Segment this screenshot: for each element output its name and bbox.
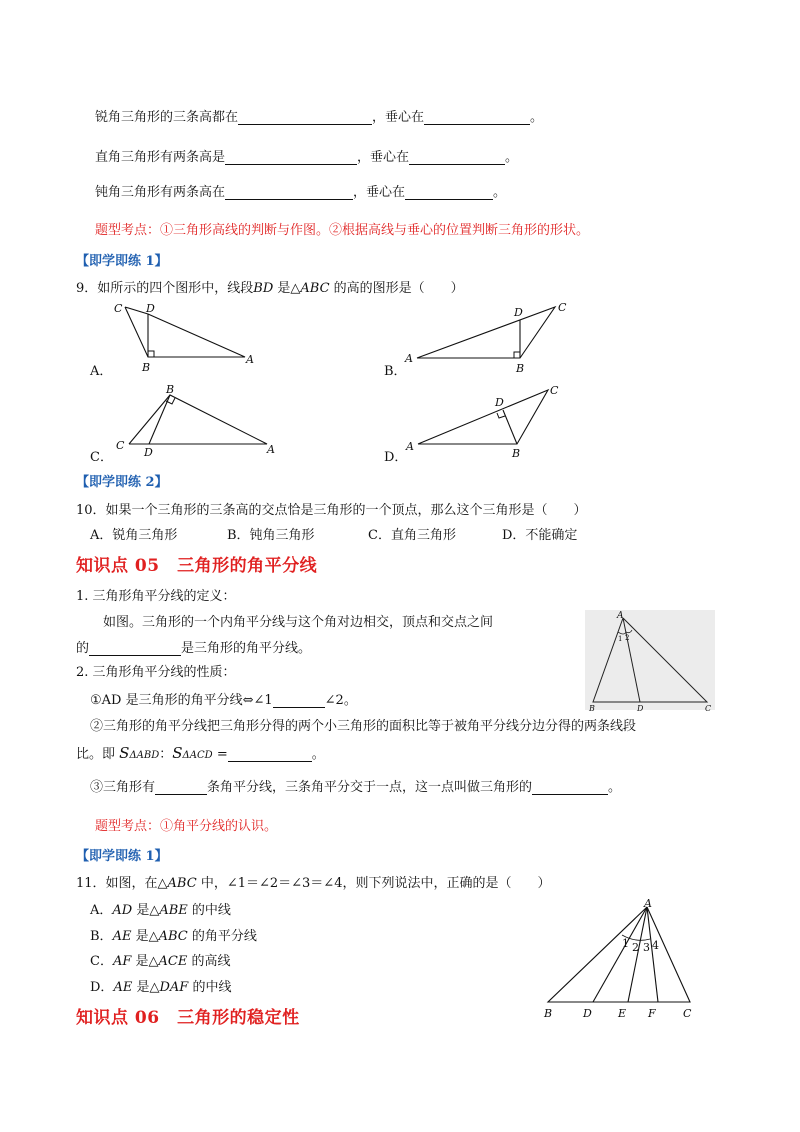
obtuse-blank-1[interactable] xyxy=(225,185,353,200)
q11-fig-label-3: 3 xyxy=(643,941,650,954)
kp06-title: 知识点 06 三角形的稳定性 xyxy=(76,1008,300,1028)
q10-option-d[interactable]: D．不能确定 xyxy=(502,528,578,543)
q9-seg: BD xyxy=(253,281,274,296)
fig-d-label-b: B xyxy=(512,447,521,460)
q9-option-d[interactable]: D． xyxy=(384,450,408,465)
altitude-exam-point: 题型考点：①三角形高线的判断与作图。②根据高线与垂心的位置判断三角形的形状。 xyxy=(95,223,590,238)
kp05-exam-point: 题型考点：①角平分线的认识。 xyxy=(95,819,278,834)
kp05-def-title: 1. 三角形角平分线的定义： xyxy=(76,589,236,604)
q11-stem-post: 中，∠1＝∠2＝∠3＝∠4，则下列说法中，正确的是（ ） xyxy=(196,876,551,891)
q11-stem-tri: ABC xyxy=(167,876,197,891)
right-blank-1[interactable] xyxy=(225,150,357,165)
q11-d-letter: D． xyxy=(90,980,114,995)
kp05-prop3 xyxy=(90,776,621,795)
practice-heading-3: 【即学即练 1】 xyxy=(76,849,168,864)
q11-fig-label-4: 4 xyxy=(652,939,659,952)
kp05-prop1 xyxy=(90,689,357,708)
right-mid: ，垂心在 xyxy=(357,150,410,165)
q11-fig-label-1: 1 xyxy=(622,937,629,950)
kp05-prop3-mid: 条角平分线，三条角平分交于一点，这一点叫做三角形的 xyxy=(207,780,533,795)
area-acd: S xyxy=(172,744,183,762)
kp05-prop2-blank[interactable] xyxy=(228,747,312,762)
q11-fig-label-c: C xyxy=(683,1007,692,1020)
q10-option-a[interactable]: A．锐角三角形 xyxy=(90,528,178,543)
kp05-def-post: 是三角形的角平分线。 xyxy=(181,641,312,656)
q9-suffix: 的高的图形是（ ） xyxy=(329,281,464,296)
acute-end: 。 xyxy=(530,110,544,125)
kp05-prop3-blank-2[interactable] xyxy=(532,780,608,795)
q9-option-c[interactable]: C． xyxy=(90,450,113,465)
obtuse-pre: 钝角三角形有两条高在 xyxy=(95,185,226,200)
kp05-prop3-pre: ③三角形有 xyxy=(90,780,156,795)
q11-fig-label-d: D xyxy=(583,1007,592,1020)
q11-b-tri: ABC xyxy=(158,929,188,944)
q11-a-tri: ABE xyxy=(159,903,188,918)
fig-a-label-b: B xyxy=(142,361,151,374)
q10-option-b[interactable]: B．钝角三角形 xyxy=(227,528,315,543)
q11-c-seg: AF xyxy=(112,954,132,969)
q11-option-b[interactable] xyxy=(90,925,257,944)
q11-b-seg: AE xyxy=(112,929,132,944)
kp05-angle-bisector-figure xyxy=(585,610,715,713)
obtuse-altitude-line xyxy=(95,181,506,200)
kp05-prop2-line1: ②三角形的角平分线把三角形分得的两个小三角形的面积比等于被角平分线分边分得的两条线段 xyxy=(90,719,637,734)
practice-heading-1: 【即学即练 1】 xyxy=(76,254,168,269)
q11-a-post: 的中线 xyxy=(187,903,231,918)
q9-option-b[interactable]: B． xyxy=(384,364,407,379)
fig-a-label-c: C xyxy=(114,302,123,315)
q11-b-post: 的角平分线 xyxy=(187,929,257,944)
q11-a-mid: 是△ xyxy=(132,903,160,918)
kp05-prop3-end: 。 xyxy=(608,780,622,795)
right-altitude-line xyxy=(95,146,518,165)
acute-mid: ，垂心在 xyxy=(372,110,425,125)
fig-a-label-a: A xyxy=(246,353,254,366)
q11-c-tri: ACE xyxy=(158,954,188,969)
fig-b-label-b: B xyxy=(516,362,525,375)
q9-figure-c xyxy=(110,382,290,457)
kp05-fig-label-2: 2 xyxy=(625,634,630,642)
kp05-prop1-post: ∠2。 xyxy=(324,693,357,708)
kp05-def-line1: 如图。三角形的一个内角平分线与这个角对边相交，顶点和交点之间 xyxy=(103,615,494,630)
area-acd-sub: ΔACD xyxy=(182,750,213,761)
fig-c-label-b: B xyxy=(166,383,175,396)
q11-fig-label-2: 2 xyxy=(632,941,639,954)
area-abd: S xyxy=(119,744,130,762)
q11-d-tri: DAF xyxy=(159,980,189,995)
kp05-fig-label-1: 1 xyxy=(618,635,623,643)
q11-c-letter: C． xyxy=(90,954,113,969)
fig-d-label-d: D xyxy=(495,396,504,409)
area-abd-sub: ΔABD xyxy=(129,750,160,761)
acute-blank-2[interactable] xyxy=(424,110,530,125)
q11-b-mid: 是△ xyxy=(131,929,159,944)
q11-a-seg: AD xyxy=(112,903,133,918)
q9-figure-b xyxy=(395,298,575,373)
q11-option-c[interactable] xyxy=(90,950,230,969)
obtuse-end: 。 xyxy=(493,185,507,200)
fig-d-label-c: C xyxy=(550,384,559,397)
fig-d-label-a: A xyxy=(406,440,414,453)
q9-middle: 是△ xyxy=(273,281,301,296)
kp05-prop2-pre: 比。即 xyxy=(76,747,116,762)
fig-b-label-d: D xyxy=(514,306,523,319)
area-eq: = xyxy=(216,747,228,762)
kp05-def-line2 xyxy=(76,637,311,656)
acute-blank-1[interactable] xyxy=(238,110,372,125)
kp05-def-pre: 的 xyxy=(76,641,90,656)
q9-figure-d xyxy=(400,380,580,460)
area-colon: ： xyxy=(159,747,173,762)
q11-option-a[interactable] xyxy=(90,899,231,918)
fig-c-label-d: D xyxy=(144,446,153,459)
kp05-fig-label-a: A xyxy=(617,611,624,621)
q11-fig-label-e: E xyxy=(618,1007,627,1020)
q9-option-a[interactable]: A． xyxy=(90,364,113,379)
kp05-prop-title: 2. 三角形角平分线的性质： xyxy=(76,665,236,680)
obtuse-blank-2[interactable] xyxy=(405,185,493,200)
q11-d-mid: 是△ xyxy=(132,980,160,995)
acute-altitude-line xyxy=(95,106,543,125)
q11-a-letter: A． xyxy=(90,903,113,918)
fig-a-label-d: D xyxy=(146,302,155,315)
fig-b-label-c: C xyxy=(558,301,567,314)
fig-c-label-a: A xyxy=(267,443,275,456)
kp05-title: 知识点 05 三角形的角平分线 xyxy=(76,556,318,576)
question-9-stem xyxy=(76,277,464,296)
q11-option-d[interactable] xyxy=(90,976,231,995)
acute-pre: 锐角三角形的三条高都在 xyxy=(95,110,239,125)
obtuse-mid: ，垂心在 xyxy=(353,185,406,200)
q11-fig-label-a: A xyxy=(644,897,652,910)
question-10-stem: 10．如果一个三角形的三条高的交点恰是三角形的一个顶点，那么这个三角形是（ ） xyxy=(76,503,587,518)
q11-c-post: 的高线 xyxy=(187,954,231,969)
q11-fig-label-f: F xyxy=(648,1007,656,1020)
q9-figure-a xyxy=(90,300,270,374)
q9-prefix: 9．如所示的四个图形中，线段 xyxy=(76,281,254,296)
kp05-prop1-pre: ①AD 是三角形的角平分线⇔∠1 xyxy=(90,693,273,708)
kp05-prop2-line2 xyxy=(76,743,325,762)
fig-b-label-a: A xyxy=(405,352,413,365)
kp05-def-blank[interactable] xyxy=(89,641,181,656)
kp05-fig-label-d: D xyxy=(637,704,644,713)
q11-fig-label-b: B xyxy=(544,1007,553,1020)
q11-stem-pre: 11．如图，在△ xyxy=(76,876,168,891)
kp05-fig-label-c: C xyxy=(705,704,712,713)
right-blank-2[interactable] xyxy=(409,150,505,165)
kp05-prop2-end: 。 xyxy=(311,747,325,762)
q11-b-letter: B． xyxy=(90,929,113,944)
q9-tri: ABC xyxy=(300,281,330,296)
right-end: 。 xyxy=(505,150,519,165)
right-pre: 直角三角形有两条高是 xyxy=(95,150,226,165)
fig-c-label-c: C xyxy=(116,439,125,452)
q11-d-seg: AE xyxy=(113,980,133,995)
kp05-fig-label-b: B xyxy=(589,704,595,713)
q10-option-c[interactable]: C．直角三角形 xyxy=(368,528,456,543)
q11-figure xyxy=(540,895,700,1025)
question-11-stem xyxy=(76,872,550,891)
q11-d-post: 的中线 xyxy=(188,980,232,995)
q11-c-mid: 是△ xyxy=(131,954,159,969)
kp05-prop3-blank-1[interactable] xyxy=(155,780,207,795)
kp05-prop1-blank[interactable] xyxy=(273,693,325,708)
practice-heading-2: 【即学即练 2】 xyxy=(76,475,168,490)
